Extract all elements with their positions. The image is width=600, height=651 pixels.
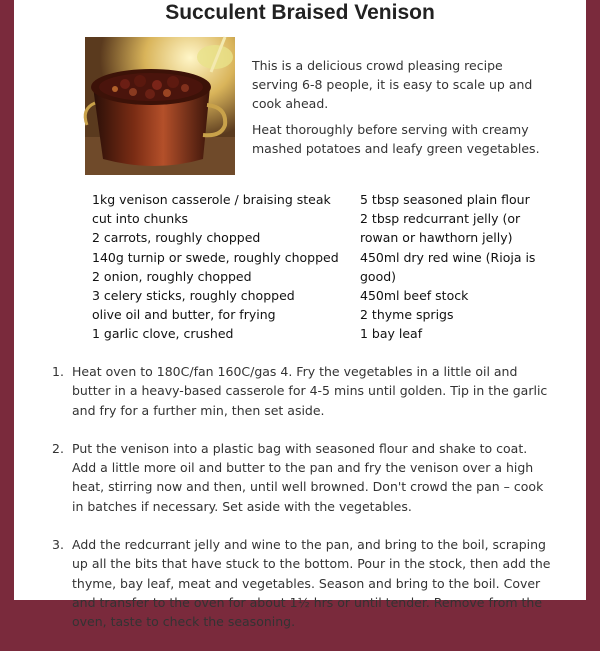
ingredient-line: 5 tbsp seasoned plain flour	[360, 192, 530, 207]
ingredient-line: 2 tbsp redcurrant jelly (or	[360, 211, 521, 227]
recipe-intro	[252, 56, 552, 165]
intro-paragraph-serving-suggestion: Heat thoroughly before serving with creamy mashed potatoes and leafy green vegetables.	[252, 122, 540, 156]
step-number: 2.	[52, 440, 64, 456]
ingredient-line: good)	[360, 268, 397, 284]
ingredient-line: 1kg venison casserole / braising steak	[92, 192, 331, 207]
ingredient-line: 2 thyme sprigs	[360, 307, 454, 323]
ingredient-line: 450ml beef stock	[360, 288, 469, 304]
ingredients-list-right	[360, 190, 560, 344]
step-number: 3.	[52, 537, 64, 553]
ingredient-line: 450ml dry red wine (Rioja is	[360, 249, 536, 265]
recipe-page	[14, 0, 586, 630]
method-step	[52, 362, 552, 420]
step-text: Add the redcurrant jelly and wine to the pan, and bring to the boil, scraping up all the bits that have stuck to the bottom. Pour in the stock, then add the thyme, bay leaf, meat and vegetables. Season and bring to the boil. Cover and transfer to the oven for about 1½ hrs or until tender. Remove from the oven, taste to check the seasoning.	[72, 537, 551, 630]
method-steps	[52, 362, 552, 651]
method-step	[52, 439, 552, 516]
method-step	[52, 535, 552, 631]
venison-casserole-photo	[85, 37, 235, 175]
ingredient-line: rowan or hawthorn jelly)	[360, 230, 513, 246]
ingredient-line: 1 bay leaf	[360, 326, 423, 342]
ingredient-line: 140g turnip or swede, roughly chopped	[92, 249, 339, 265]
step-text: Put the venison into a plastic bag with seasoned flour and shake to coat. Add a little more oil and butter to the pan and fry the venison over a high heat, stirring now and then, until well browned. Don't crowd the pan – cook in batches if necessary. Set aside with the vegetables.	[72, 440, 544, 514]
ingredient-line: 2 onion, roughly chopped	[92, 268, 252, 284]
step-text: Heat oven to 180C/fan 160C/gas 4. Fry the vegetables in a little oil and butter in a heavy-based casserole for 4-5 mins until golden. Tip in the garlic and fry for a further min, then set aside.	[72, 364, 548, 418]
intro-paragraph-servings: This is a delicious crowd pleasing recipe serving 6-8 people, it is easy to scale up and cook ahead.	[252, 58, 533, 111]
ingredient-line: olive oil and butter, for frying	[92, 307, 276, 323]
ingredient-line: 1 garlic clove, crushed	[92, 326, 234, 342]
ingredients-list-left	[92, 190, 342, 344]
page-title: Succulent Braised Venison	[165, 1, 435, 24]
ingredient-line: cut into chunks	[92, 211, 188, 227]
ingredient-line: 3 celery sticks, roughly chopped	[92, 288, 295, 304]
ingredient-line: 2 carrots, roughly chopped	[92, 230, 261, 246]
step-number: 1.	[52, 364, 64, 379]
